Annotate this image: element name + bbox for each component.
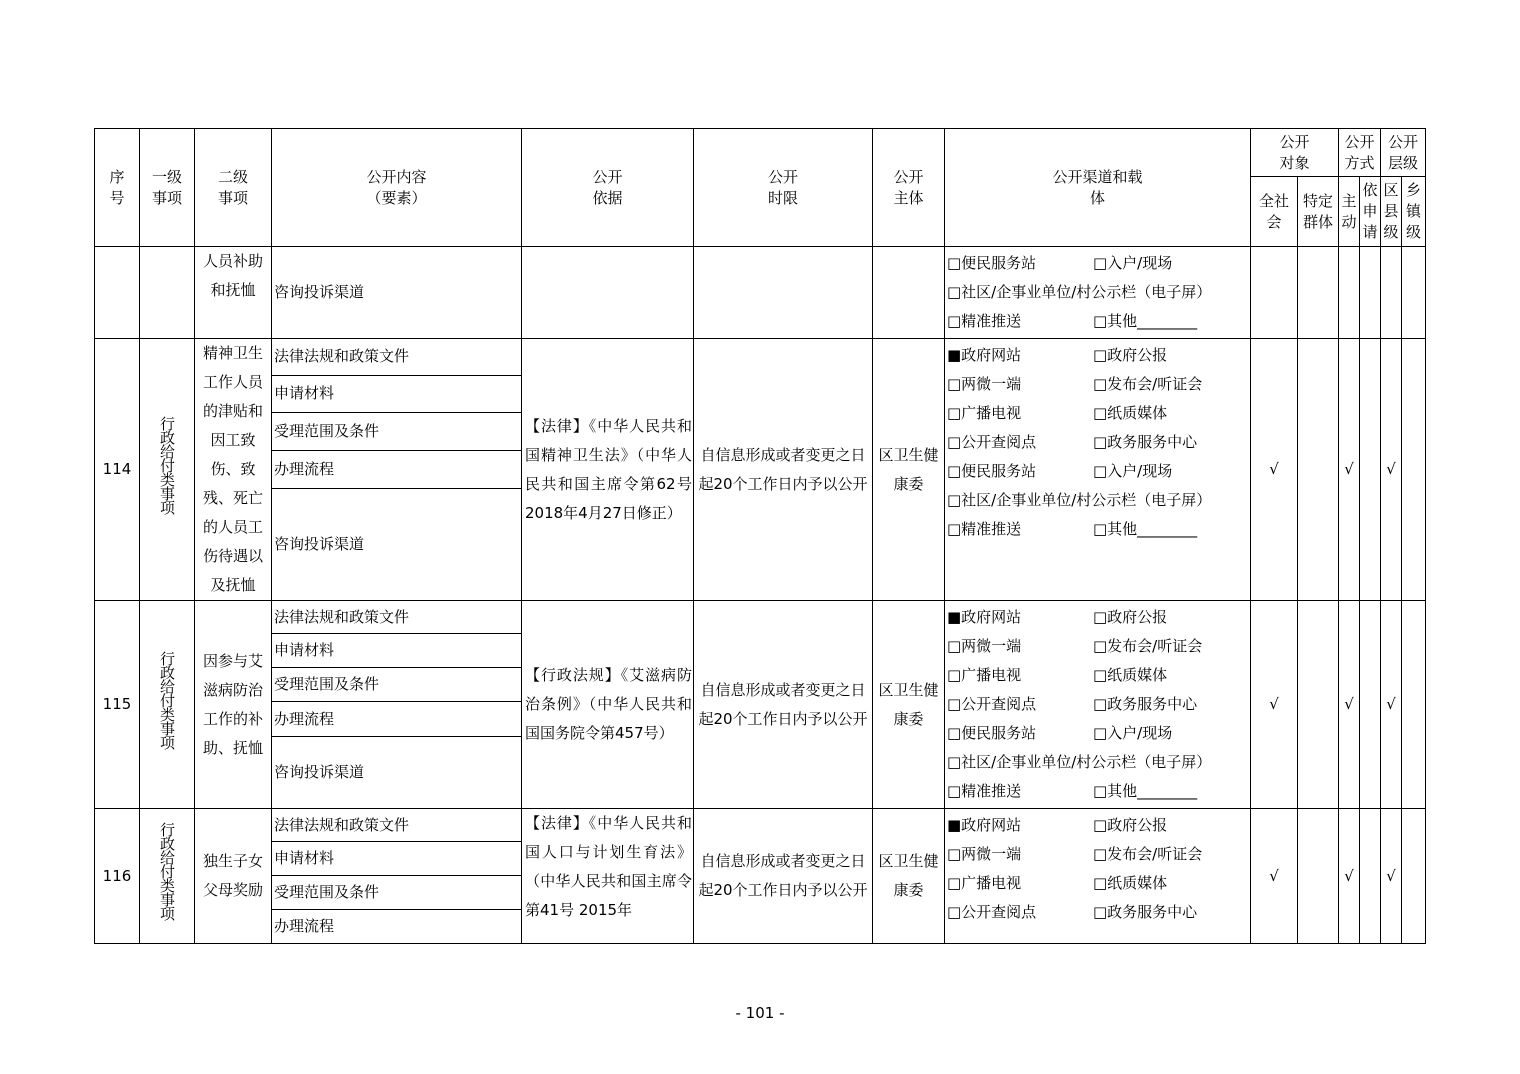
channel-option: □便民服务站 [947, 724, 1037, 742]
channel-option: □其他________ [1093, 520, 1198, 538]
header-deadline: 公开时限 [694, 129, 873, 247]
channel-option: □入户/现场 [1093, 254, 1173, 272]
level2-text: 独生子女父母奖励 [202, 852, 263, 899]
channel-option: □便民服务站 [947, 254, 1037, 272]
channel-row [947, 811, 1250, 840]
cell-all-society: √ [1251, 601, 1298, 809]
channel-option: □精准推送 [947, 520, 1022, 538]
cell-content: 申请材料 [272, 842, 522, 876]
cell-all-society [1251, 247, 1298, 339]
channel-option: □政务服务中心 [1093, 903, 1198, 921]
cell-specific-group [1298, 247, 1339, 339]
channel-option: □社区/企事业单位/村公示栏（电子屏） [947, 491, 1212, 509]
channel-row [947, 307, 1250, 336]
channel-option: □纸质媒体 [1093, 874, 1168, 892]
cell-content: 咨询投诉渠道 [272, 736, 522, 808]
disclosure-table [94, 128, 1426, 944]
header-level-county: 区县级 [1381, 177, 1402, 247]
cell-level2 [195, 809, 272, 944]
table-row [95, 601, 1426, 634]
cell-subject [873, 601, 945, 809]
cell-content: 法律法规和政策文件 [272, 601, 522, 634]
header-level-town: 乡镇级 [1402, 177, 1426, 247]
channel-option: □两微一端 [947, 637, 1022, 655]
header-method-apply: 依申请 [1360, 177, 1381, 247]
cell-county: √ [1381, 601, 1402, 809]
table-row [95, 809, 1426, 842]
cell-content: 咨询投诉渠道 [272, 247, 522, 339]
cell-town [1402, 809, 1426, 944]
cell-level2 [195, 339, 272, 601]
channel-option: □政府公报 [1093, 608, 1168, 626]
header-target-all: 全社会 [1251, 177, 1298, 247]
channel-row [947, 278, 1250, 307]
table-header [95, 129, 1426, 247]
channel-option: □社区/企事业单位/村公示栏（电子屏） [947, 283, 1212, 301]
channel-option: □两微一端 [947, 375, 1022, 393]
header-method-active: 主动 [1339, 177, 1360, 247]
cell-seq: 114 [95, 339, 140, 601]
channel-option: □政务服务中心 [1093, 695, 1198, 713]
table-body [95, 247, 1426, 944]
cell-specific-group [1298, 601, 1339, 809]
cell-channels [945, 809, 1251, 944]
header-channel: 公开渠道和载体 [945, 129, 1251, 247]
channel-option: □公开查阅点 [947, 695, 1037, 713]
channel-option: □政务服务中心 [1093, 433, 1198, 451]
channel-row [947, 777, 1250, 806]
cell-active [1339, 247, 1360, 339]
channel-row [947, 457, 1250, 486]
cell-active: √ [1339, 601, 1360, 809]
cell-all-society: √ [1251, 339, 1298, 601]
cell-county: √ [1381, 809, 1402, 944]
channel-option [1093, 486, 1250, 515]
subject-text: 区卫生健康委 [878, 852, 939, 899]
cell-deadline [694, 247, 873, 339]
channel-option: □公开查阅点 [947, 433, 1037, 451]
table-row [95, 339, 1426, 376]
channel-row [947, 486, 1250, 515]
cell-level1 [140, 809, 195, 944]
channel-option: ■政府网站 [947, 816, 1022, 834]
cell-seq [95, 247, 140, 339]
cell-content: 法律法规和政策文件 [272, 339, 522, 376]
cell-seq: 115 [95, 601, 140, 809]
channel-option: □其他________ [1093, 312, 1198, 330]
cell-basis: 【法律】《中华人民共和国人口与计划生育法》（中华人民共和国主席令第41号 2015年 [522, 809, 694, 944]
channel-row [947, 399, 1250, 428]
channel-option: □入户/现场 [1093, 724, 1173, 742]
cell-content: 受理范围及条件 [272, 413, 522, 451]
header-method: 公开方式 [1339, 129, 1381, 177]
channel-option: □发布会/听证会 [1093, 375, 1203, 393]
cell-channels [945, 339, 1251, 601]
cell-content: 法律法规和政策文件 [272, 809, 522, 842]
channel-row [947, 370, 1250, 399]
channel-option: □其他________ [1093, 782, 1198, 800]
cell-on-request [1360, 809, 1381, 944]
cell-content: 申请材料 [272, 634, 522, 668]
cell-specific-group [1298, 809, 1339, 944]
channel-option: □公开查阅点 [947, 903, 1037, 921]
cell-level2 [195, 601, 272, 809]
channel-option: □精准推送 [947, 782, 1022, 800]
table-row-continued [95, 247, 1426, 339]
cell-basis: 【法律】《中华人民共和国精神卫生法》（中华人民共和国主席令第62号 2018年4月27日修正） [522, 339, 694, 601]
cell-channels [945, 247, 1251, 339]
channel-option: ■政府网站 [947, 608, 1022, 626]
header-subject: 公开主体 [873, 129, 945, 247]
cell-town [1402, 601, 1426, 809]
channel-row [947, 249, 1250, 278]
channel-option [1093, 748, 1250, 777]
channel-option: □发布会/听证会 [1093, 845, 1203, 863]
subject-text: 区卫生健康委 [878, 445, 939, 493]
page-number: - 101 - [735, 1004, 785, 1022]
channel-row [947, 515, 1250, 544]
cell-county [1381, 247, 1402, 339]
header-level1: 一级事项 [140, 129, 195, 247]
channel-row [947, 748, 1250, 777]
channel-option: □政府公报 [1093, 816, 1168, 834]
channel-row [947, 690, 1250, 719]
level2-text: 精神卫生工作人员的津贴和因工致伤、致残、死亡的人员工伤待遇以及抚恤 [202, 344, 263, 594]
cell-level1 [140, 247, 195, 339]
channel-row [947, 428, 1250, 457]
channel-option: □纸质媒体 [1093, 666, 1168, 684]
header-target-specific: 特定群体 [1298, 177, 1339, 247]
cell-content: 办理流程 [272, 451, 522, 489]
channel-option: □便民服务站 [947, 462, 1037, 480]
header-basis: 公开依据 [522, 129, 694, 247]
channel-option: □发布会/听证会 [1093, 637, 1203, 655]
cell-subject [873, 247, 945, 339]
cell-deadline: 自信息形成或者变更之日起20个工作日内予以公开 [694, 339, 873, 601]
cell-county: √ [1381, 339, 1402, 601]
header-seq: 序号 [95, 129, 140, 247]
cell-content: 申请材料 [272, 375, 522, 413]
header-level: 公开层级 [1381, 129, 1426, 177]
cell-level1 [140, 601, 195, 809]
cell-content: 咨询投诉渠道 [272, 488, 522, 600]
channel-option: □广播电视 [947, 666, 1022, 684]
channel-row [947, 603, 1250, 632]
channel-option: □社区/企事业单位/村公示栏（电子屏） [947, 753, 1212, 771]
cell-specific-group [1298, 339, 1339, 601]
cell-town [1402, 339, 1426, 601]
cell-all-society: √ [1251, 809, 1298, 944]
cell-level2: 人员补助和抚恤 [195, 247, 272, 339]
cell-on-request [1360, 339, 1381, 601]
cell-basis: 【行政法规】《艾滋病防治条例》（中华人民共和国国务院令第457号） [522, 601, 694, 809]
channel-row [947, 661, 1250, 690]
cell-active: √ [1339, 339, 1360, 601]
level1-text: 行政给付类事项 [158, 415, 176, 514]
channel-option: □两微一端 [947, 845, 1022, 863]
channel-option: ■政府网站 [947, 346, 1022, 364]
cell-basis [522, 247, 694, 339]
channel-option: □广播电视 [947, 874, 1022, 892]
channel-option: □精准推送 [947, 312, 1022, 330]
header-level2: 二级事项 [195, 129, 272, 247]
header-target: 公开对象 [1251, 129, 1339, 177]
cell-active: √ [1339, 809, 1360, 944]
cell-content: 办理流程 [272, 910, 522, 944]
channel-row [947, 341, 1250, 370]
cell-town [1402, 247, 1426, 339]
cell-subject [873, 809, 945, 944]
cell-deadline: 自信息形成或者变更之日起20个工作日内予以公开 [694, 601, 873, 809]
channel-row [947, 719, 1250, 748]
subject-text: 区卫生健康委 [878, 680, 939, 728]
level1-text: 行政给付类事项 [158, 822, 176, 920]
channel-row [947, 840, 1250, 869]
channel-option: □广播电视 [947, 404, 1022, 422]
channel-option: □纸质媒体 [1093, 404, 1168, 422]
channel-option: □入户/现场 [1093, 462, 1173, 480]
cell-on-request [1360, 601, 1381, 809]
channel-row [947, 632, 1250, 661]
cell-deadline: 自信息形成或者变更之日起20个工作日内予以公开 [694, 809, 873, 944]
cell-content: 受理范围及条件 [272, 668, 522, 702]
level2-text: 因参与艾滋病防治工作的补助、抚恤 [202, 651, 263, 757]
cell-seq: 116 [95, 809, 140, 944]
header-content: 公开内容 （要素） [272, 129, 522, 247]
channel-option [1093, 278, 1250, 307]
level1-text: 行政给付类事项 [158, 650, 176, 749]
cell-content: 受理范围及条件 [272, 876, 522, 910]
cell-on-request [1360, 247, 1381, 339]
cell-content: 办理流程 [272, 702, 522, 736]
cell-level1 [140, 339, 195, 601]
channel-option: □政府公报 [1093, 346, 1168, 364]
cell-subject [873, 339, 945, 601]
cell-channels [945, 601, 1251, 809]
channel-row [947, 869, 1250, 898]
channel-row [947, 898, 1250, 927]
